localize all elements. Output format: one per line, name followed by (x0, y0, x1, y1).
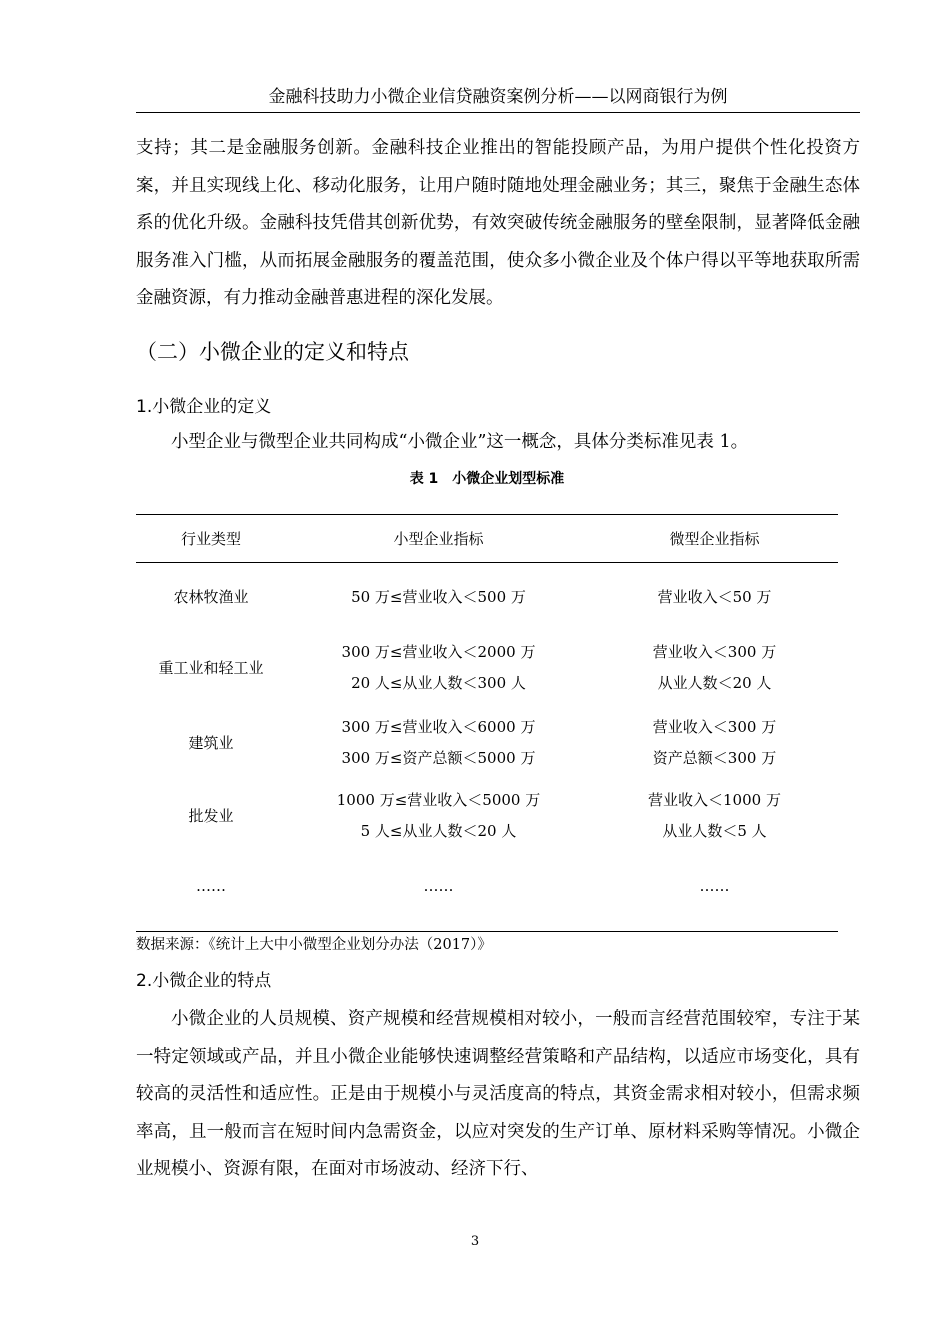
cell-small-criteria-line: 300 万≤资产总额＜5000 万 (341, 749, 536, 767)
definition-paragraph: 小型企业与微型企业共同构成“小微企业”这一概念，具体分类标准见表 1。 (171, 432, 749, 452)
cell-small-criteria (286, 566, 591, 628)
cell-small-criteria (286, 860, 591, 912)
cell-micro-criteria-line: 营业收入＜1000 万 (648, 791, 781, 809)
cell-micro-criteria-line: 资产总额＜300 万 (652, 749, 777, 767)
cell-small-criteria-line: 1000 万≤营业收入＜5000 万 (336, 791, 541, 809)
cell-micro-criteria (591, 710, 838, 776)
cell-micro-criteria-line: 从业人数＜5 人 (662, 822, 767, 840)
characteristics-paragraph: 小微企业的人员规模、资产规模和经营规模相对较小，一般而言经营范围较窄，专注于某一特定领域或产品，并且小微企业能够快速调整经营策略和产品结构，以适应市场变化，具有较高的灵活性和适应性。正是由于规模小与灵活度高的特点，其资金需求相对较小，但需求频率高，且一般而言在短时间内急需资金，以应对突发的生产订单、原材料采购等情况。小微企业规模小、资源有限，在面对市场波动、经济下行、 (136, 1009, 860, 1179)
table-row (136, 566, 838, 628)
cell-small-criteria (286, 710, 591, 776)
table-header-rule (136, 562, 838, 563)
cell-micro-criteria (591, 566, 838, 628)
cell-micro-criteria (591, 635, 838, 701)
table-row (136, 860, 838, 912)
table-header-row (136, 516, 838, 562)
header-cell-micro: 微型企业指标 (669, 529, 760, 548)
cell-industry: 建筑业 (188, 733, 234, 752)
running-header: 金融科技助力小微企业信贷融资案例分析——以网商银行为例 (136, 84, 860, 113)
header-cell-industry: 行业类型 (180, 529, 241, 548)
section-title: （二）小微企业的定义和特点 (136, 340, 409, 364)
cell-small-criteria-line: 5 人≤从业人数＜20 人 (360, 822, 517, 840)
cell-small-criteria-line: …… (423, 876, 454, 895)
page-number: 3 (470, 1234, 480, 1249)
table-top-rule (136, 514, 838, 515)
cell-micro-criteria-line: 营业收入＜50 万 (657, 587, 772, 606)
subsection-title-characteristics: 2.小微企业的特点 (136, 971, 272, 991)
cell-industry: 重工业和轻工业 (158, 658, 264, 677)
cell-small-criteria-line: 300 万≤营业收入＜2000 万 (341, 643, 536, 661)
cell-small-criteria-line: 300 万≤营业收入＜6000 万 (341, 718, 536, 736)
cell-micro-criteria (591, 783, 838, 849)
table-row (136, 783, 838, 849)
cell-industry: 批发业 (188, 806, 234, 825)
cell-industry: 农林牧渔业 (173, 587, 249, 606)
table-row (136, 710, 838, 776)
cell-micro-criteria-line: …… (699, 876, 730, 895)
subsection-title-definition: 1.小微企业的定义 (136, 397, 272, 417)
table-source-note: 数据来源：《统计上大中小微型企业划分办法（2017）》 (136, 937, 492, 953)
cell-industry: …… (196, 876, 226, 895)
table-bottom-rule (136, 931, 838, 932)
intro-paragraph: 支持；其二是金融服务创新。金融科技企业推出的智能投顾产品，为用户提供个性化投资方案，并且实现线上化、移动化服务，让用户随时随地处理金融业务；其三，聚焦于金融生态体系的优化升级。金融科技凭借其创新优势，有效突破传统金融服务的壁垒限制，显著降低金融服务准入门槛，从而拓展金融服务的覆盖范围，使众多小微企业及个体户得以平等地获取所需金融资源，有力推动金融普惠进程的深化发展。 (136, 138, 860, 308)
table-row (136, 635, 838, 701)
table-caption: 表 1 小微企业划型标准 (409, 471, 565, 487)
cell-micro-criteria-line: 营业收入＜300 万 (652, 718, 777, 736)
cell-micro-criteria-line: 营业收入＜300 万 (652, 643, 777, 661)
cell-micro-criteria (591, 860, 838, 912)
header-cell-small: 小型企业指标 (393, 529, 484, 548)
cell-small-criteria (286, 783, 591, 849)
cell-micro-criteria-line: 从业人数＜20 人 (657, 674, 772, 692)
cell-small-criteria-line: 20 人≤从业人数＜300 人 (351, 674, 526, 692)
cell-small-criteria-line: 50 万≤营业收入＜500 万 (351, 587, 526, 606)
cell-small-criteria (286, 635, 591, 701)
